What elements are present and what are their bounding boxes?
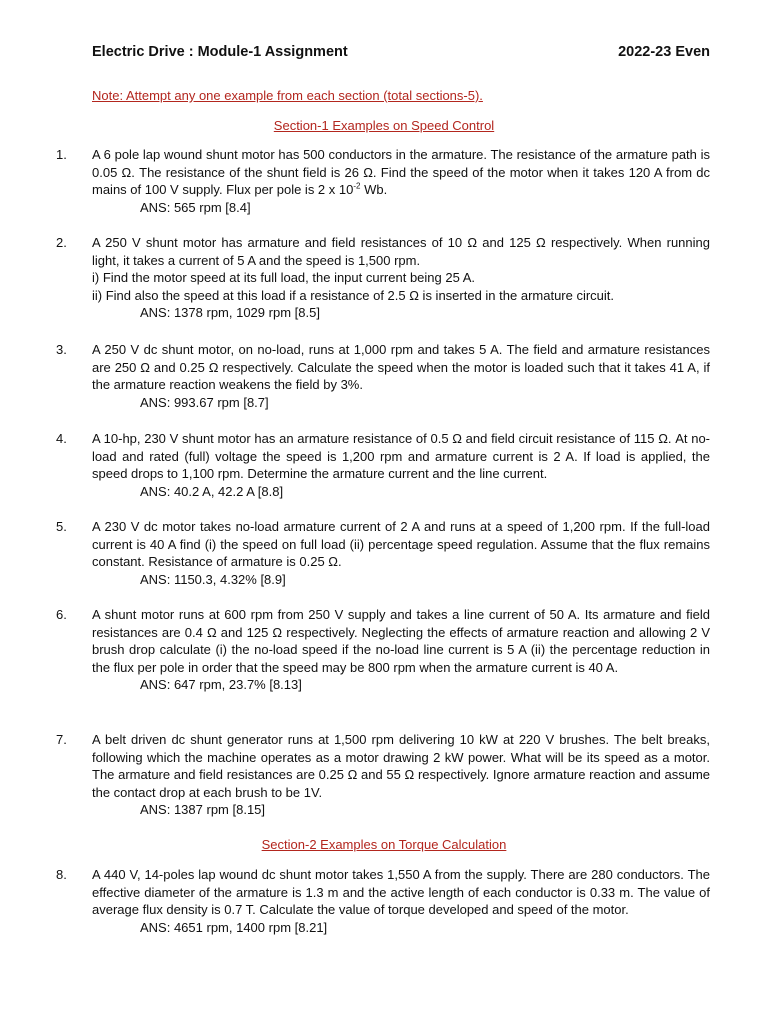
section-2-title: Section-2 Examples on Torque Calculation xyxy=(261,837,507,852)
problem-text: A 250 V dc shunt motor, on no-load, runs at 1,000 rpm and takes 5 A. The field and armature resistances are 250 Ω and 0.25 Ω respectively. Calculate the speed when the motor is loaded such that it takes 41 A, if the armature reaction weakens the field by 3%. xyxy=(92,342,710,392)
problem-body xyxy=(92,341,710,411)
problem-answer: ANS: 40.2 A, 42.2 A [8.8] xyxy=(140,483,284,499)
problem-answer: ANS: 647 rpm, 23.7% [8.13] xyxy=(140,677,302,692)
problem-text xyxy=(92,146,710,199)
problem-number: 6. xyxy=(56,607,67,622)
problem-answer: ANS: 993.67 rpm [8.7] xyxy=(140,394,269,410)
document-title: Electric Drive : Module-1 Assignment xyxy=(92,44,348,60)
section-1-title: Section-1 Examples on Speed Control xyxy=(273,118,495,133)
problem-number: 8. xyxy=(56,867,67,882)
problem-subpart-ii: ii) Find also the speed at this load if a resistance of 2.5 Ω is inserted in the armature circuit. xyxy=(92,287,615,303)
problem-text: A 250 V shunt motor has armature and field resistances of 10 Ω and 125 Ω respectively. When running light, it takes a current of 5 A and the speed is 1,500 rpm. xyxy=(92,235,710,268)
problem-number: 7. xyxy=(56,732,67,747)
document-header xyxy=(92,44,710,60)
problem-text: A 440 V, 14-poles lap wound dc shunt motor takes 1,550 A from the supply. There are 280 conductors. The effective diameter of the armature is 1.3 m and the active length of each conductor is 0.33 m. The value of average flux density is 0.7 T. Calculate the value of torque developed and speed of the motor. xyxy=(92,867,710,917)
problem-body xyxy=(92,146,710,216)
problem-answer: ANS: 1387 rpm [8.15] xyxy=(140,802,266,817)
problem-number: 1. xyxy=(56,147,67,162)
problem-body xyxy=(92,430,710,500)
problem-answer: ANS: 1150.3, 4.32% [8.9] xyxy=(140,571,286,587)
problem-body xyxy=(92,234,710,322)
problem-body xyxy=(92,731,710,819)
exponent: -2 xyxy=(353,181,361,191)
problem-text: A belt driven dc shunt generator runs at 1,500 rpm delivering 10 kW at 220 V brushes. The belt breaks, following which the machine operates as a motor drawing 2 kW power. What will be its speed as a motor. The armature and field resistances are 0.25 Ω and 55 Ω respectively. Ignore armature reaction and assume the contact drop at each brush to be 1V. xyxy=(92,732,710,800)
problem-body xyxy=(92,518,710,588)
problem-body xyxy=(92,866,710,936)
problem-body xyxy=(92,606,710,694)
problem-answer: ANS: 1378 rpm, 1029 rpm [8.5] xyxy=(140,305,320,320)
problem-answer: ANS: 565 rpm [8.4] xyxy=(140,199,251,215)
problem-number: 4. xyxy=(56,431,67,446)
problem-number: 2. xyxy=(56,235,67,250)
problem-number: 5. xyxy=(56,519,67,534)
problem-text-part: A 6 pole lap wound shunt motor has 500 conductors in the armature. The resistance of the armature path is 0.05 Ω. The resistance of the shunt field is 26 Ω. Find the speed of the motor when it takes 120 A from dc mains of 100 V supply. Flux per pole is 2 x 10 xyxy=(92,147,710,197)
problem-text: A shunt motor runs at 600 rpm from 250 V supply and takes a line current of 50 A. Its armature and field resistances are 0.4 Ω and 125 Ω respectively. Neglecting the effects of armature reaction and allowing 2 V brush drop calculate (i) the no-load speed if the no-load line current is 5 A (ii) the percentage reduction in the flux per pole in order that the speed may be 800 rpm when the armature current is 40 A. xyxy=(92,607,710,675)
problem-number: 3. xyxy=(56,342,67,357)
problem-subpart-i: i) Find the motor speed at its full load, the input current being 25 A. xyxy=(92,270,475,285)
problem-answer: ANS: 4651 rpm, 1400 rpm [8.21] xyxy=(140,919,328,935)
academic-term: 2022-23 Even xyxy=(618,44,710,60)
instruction-note: Note: Attempt any one example from each section (total sections-5). xyxy=(92,88,483,103)
problem-text-part: Wb. xyxy=(360,182,388,197)
problem-text: A 10-hp, 230 V shunt motor has an armature resistance of 0.5 Ω and field circuit resistance of 115 Ω. At no-load and rated (full) voltage the speed is 1,200 rpm and armature current is 2 A. If load is applied, the speed drops to 1,100 rpm. Determine the armature current and the line current. xyxy=(92,431,710,481)
problem-text: A 230 V dc motor takes no-load armature current of 2 A and runs at a speed of 1,200 rpm. If the full-load current is 40 A find (i) the speed on full load (ii) percentage speed regulation. Assume that the flux remains constant. Resistance of armature is 0.25 Ω. xyxy=(92,519,710,569)
